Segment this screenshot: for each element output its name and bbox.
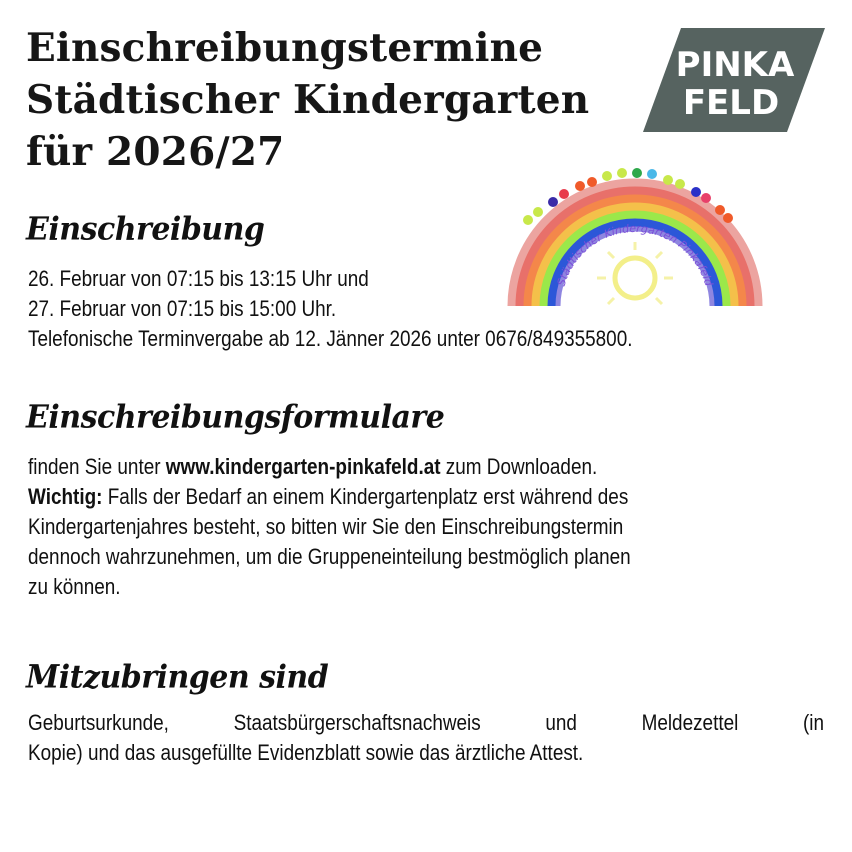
page-title <box>26 22 589 178</box>
bring-along-line-2: Kopie) und das ausgefüllte Evidenzblatt sowie das ärztliche Attest. <box>28 740 584 765</box>
important-label: Wichtig: <box>28 484 103 509</box>
registration-line-1: 26. Februar von 07:15 bis 13:15 Uhr und <box>28 266 369 291</box>
forms-line-1 <box>28 452 631 482</box>
registration-line-2: 27. Februar von 07:15 bis 15:00 Uhr. <box>28 296 337 321</box>
registration-text <box>28 264 632 354</box>
forms-line-3: Kindergartenjahres besteht, so bitten wir Sie den Einschreibungstermin <box>28 514 624 539</box>
bring-along-text <box>28 708 824 768</box>
website-link[interactable]: www.kindergarten-pinkafeld.at <box>165 454 441 479</box>
forms-line-5: zu können. <box>28 574 121 599</box>
title-line-3: für 2026/27 <box>26 129 285 175</box>
rainbow-arc-text: Städtischer Kindergarten Pinkafeld <box>554 221 716 288</box>
bring-along-line-1: Geburtsurkunde, Staatsbürgerschaftsnachweis und Meldezettel (in <box>28 710 824 735</box>
logo-line-1: PINKA <box>675 45 795 85</box>
pinkafeld-logo <box>643 28 825 132</box>
section-heading-registration: Einschreibung <box>26 211 265 248</box>
title-line-1: Einschreibungstermine <box>26 25 544 71</box>
registration-line-3: Telefonische Terminvergabe ab 12. Jänner 2026 unter 0676/849355800. <box>28 326 633 351</box>
forms-line-1-prefix: finden Sie unter <box>28 454 166 479</box>
forms-line-4: dennoch wahrzunehmen, um die Gruppeneinteilung bestmöglich planen <box>28 544 631 569</box>
title-line-2: Städtischer Kindergarten <box>26 77 590 123</box>
pinkafeld-logo-shape <box>643 28 825 132</box>
forms-text <box>28 452 631 602</box>
logo-line-2: FELD <box>682 83 780 123</box>
forms-line-1-suffix: zum Downloaden. <box>440 454 598 479</box>
section-heading-forms: Einschreibungsformulare <box>26 399 445 436</box>
forms-line-2 <box>28 482 631 512</box>
forms-line-2-rest: Falls der Bedarf an einem Kindergartenplatz erst während des <box>102 484 629 509</box>
section-heading-bring-along: Mitzubringen sind <box>26 659 329 696</box>
